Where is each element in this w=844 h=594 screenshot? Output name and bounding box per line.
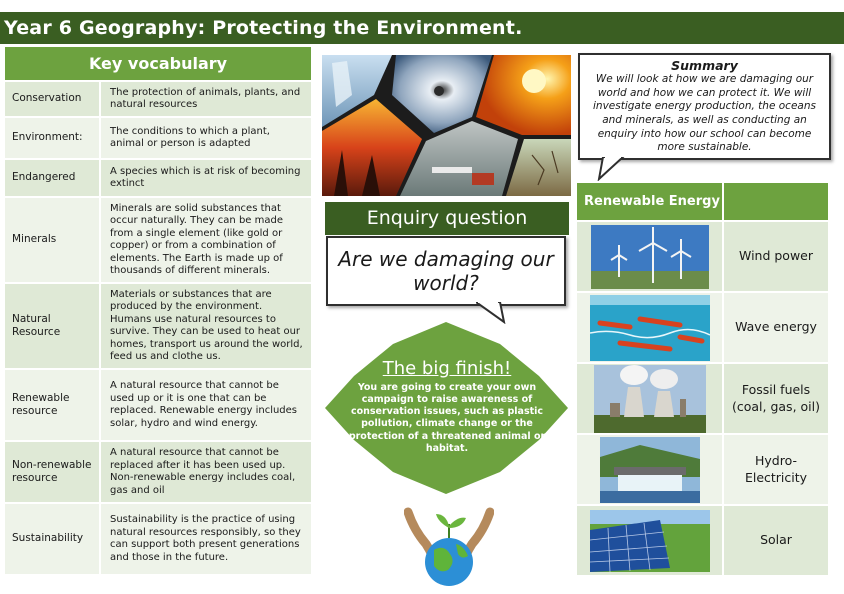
summary-body: We will look at how we are damaging our world and how we can protect it. We will investigate energy production, the oceans and minerals, as well as conducting an enquiry into how our school can become more sustainable. bbox=[593, 73, 816, 154]
environment-collage-image bbox=[322, 55, 571, 196]
vocab-term: Minerals bbox=[5, 198, 99, 282]
enquiry-speech-bubble bbox=[326, 236, 566, 306]
renewable-energy-table bbox=[577, 183, 828, 575]
energy-row-solar bbox=[577, 504, 828, 575]
energy-row-fossil-fuels bbox=[577, 362, 828, 433]
summary-speech-bubble bbox=[578, 53, 831, 160]
vocab-term: Environment: bbox=[5, 118, 99, 158]
vocab-definition: Minerals are solid substances that occur naturally. They can be made from a single element (like gold or copper) or from a combination of elements. The Earth is made up of thousands of different minerals. bbox=[99, 198, 311, 282]
page-title: Year 6 Geography: Protecting the Environment. bbox=[0, 12, 844, 44]
vocabulary-heading: Key vocabulary bbox=[5, 47, 311, 80]
vocab-definition: The conditions to which a plant, animal or person is adapted bbox=[99, 118, 311, 158]
enquiry-question: Are we damaging our world? bbox=[338, 247, 554, 295]
energy-label: Hydro- Electricity bbox=[724, 435, 828, 504]
big-finish-title: The big finish! bbox=[382, 358, 512, 379]
energy-image-cell bbox=[577, 293, 724, 362]
vocab-row-non-renewable-resource bbox=[5, 440, 311, 502]
energy-row-wave bbox=[577, 291, 828, 362]
renewable-energy-heading: Renewable Energy bbox=[577, 183, 724, 220]
energy-image-cell bbox=[577, 364, 724, 433]
vocab-row-environment bbox=[5, 116, 311, 158]
vocab-row-renewable-resource bbox=[5, 368, 311, 440]
vocab-term: Conservation bbox=[5, 82, 99, 116]
power-station-image bbox=[594, 365, 706, 433]
energy-label: Solar bbox=[724, 506, 828, 575]
renewable-energy-header bbox=[577, 183, 828, 220]
vocab-term: Renewable resource bbox=[5, 370, 99, 440]
energy-image-cell bbox=[577, 435, 724, 504]
energy-row-hydro bbox=[577, 433, 828, 504]
wave-energy-image bbox=[590, 295, 710, 361]
renewable-energy-header-blank bbox=[724, 183, 828, 220]
vocab-row-conservation bbox=[5, 80, 311, 116]
energy-label: Fossil fuels (coal, gas, oil) bbox=[724, 364, 828, 433]
vocab-definition: A species which is at risk of becoming extinct bbox=[99, 160, 311, 196]
vocab-term: Natural Resource bbox=[5, 284, 99, 368]
energy-image-cell bbox=[577, 506, 724, 575]
energy-row-wind bbox=[577, 220, 828, 291]
vocab-row-endangered bbox=[5, 158, 311, 196]
vocab-definition: A natural resource that cannot be replaced after it has been used up. Non-renewable energy includes coal, gas and oil bbox=[99, 442, 311, 502]
wind-turbines-image bbox=[591, 225, 709, 289]
energy-label: Wind power bbox=[724, 222, 828, 291]
hydro-dam-image bbox=[600, 437, 700, 503]
vocab-row-natural-resource bbox=[5, 282, 311, 368]
vocab-row-sustainability bbox=[5, 502, 311, 574]
vocab-definition: A natural resource that cannot be used up or it is one that can be replaced. Renewable energy includes solar, hydro and wind energy. bbox=[99, 370, 311, 440]
energy-image-cell bbox=[577, 222, 724, 291]
big-finish-body: You are going to create your own campaign to raise awareness of conservation issues, such as plastic pollution, climate change or the protection of a threatened animal or habitat. bbox=[348, 382, 546, 454]
vocab-row-minerals bbox=[5, 196, 311, 282]
vocab-definition: The protection of animals, plants, and natural resources bbox=[99, 82, 311, 116]
big-finish-content bbox=[347, 358, 547, 455]
speech-bubble-tail-icon bbox=[476, 302, 506, 324]
summary-title: Summary bbox=[671, 58, 738, 73]
vocab-term: Sustainability bbox=[5, 504, 99, 574]
vocab-definition: Materials or substances that are produced by the environment. Humans use natural resources to survive. They can be used to heat our homes, transport us around the world, feed us and clothe us. bbox=[99, 284, 311, 368]
earth-in-hands-icon bbox=[404, 504, 494, 590]
vocab-definition: Sustainability is the practice of using natural resources responsibly, so they can support both present generations and those in the future. bbox=[99, 504, 311, 574]
enquiry-heading: Enquiry question bbox=[325, 202, 569, 235]
speech-bubble-tail-icon bbox=[597, 157, 627, 181]
energy-label: Wave energy bbox=[724, 293, 828, 362]
vocab-term: Endangered bbox=[5, 160, 99, 196]
vocabulary-table bbox=[5, 47, 311, 576]
solar-panels-image bbox=[590, 510, 710, 572]
vocab-term: Non-renewable resource bbox=[5, 442, 99, 502]
